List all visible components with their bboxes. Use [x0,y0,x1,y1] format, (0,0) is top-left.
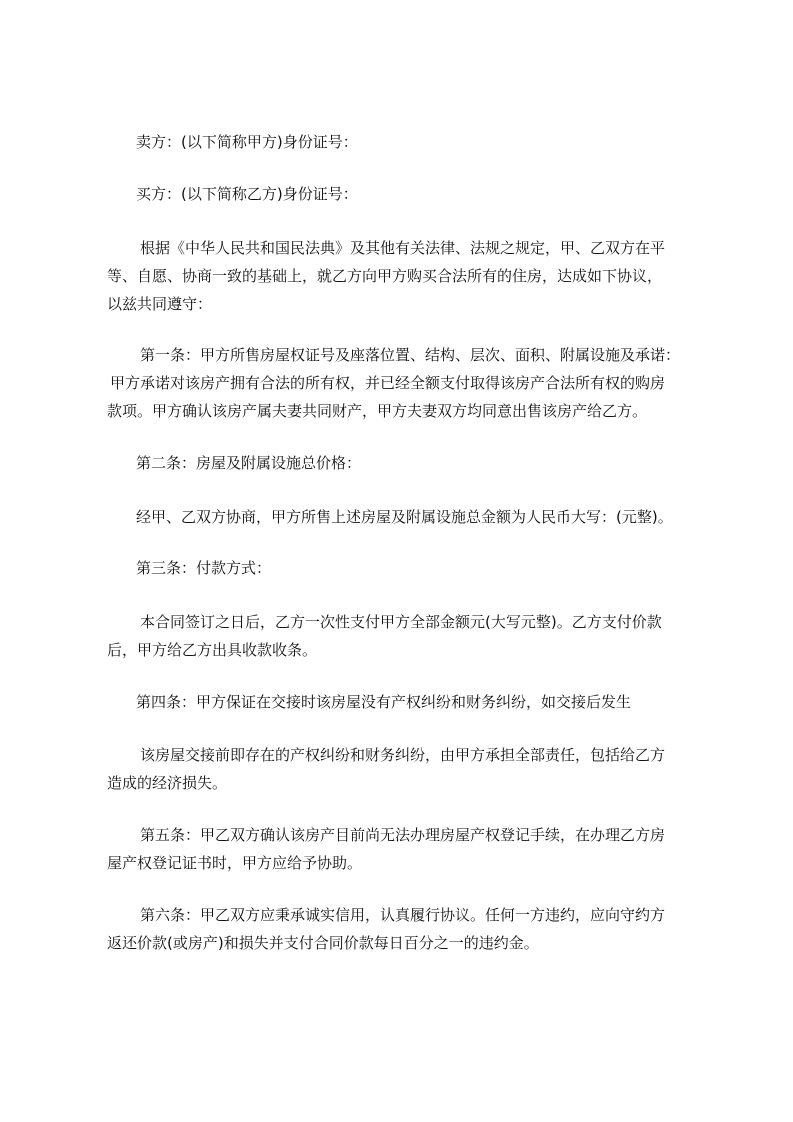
article-2-body: 经甲、乙双方协商，甲方所售上述房屋及附属设施总金额为人民币大写：(元整)。 [136,508,673,526]
article-3-title: 第三条：付款方式： [136,559,272,577]
seller-line: 卖方：(以下简称甲方)身份证号： [136,133,358,151]
intro-paragraph: 根据《中华人民共和国民法典》及其他有关法律、法规之规定，甲、乙双方在平 等、自愿、协商一致的基础上，就乙方向甲方购买合法所有的住房，达成如下协议， 以兹共同遵守： [107,239,666,313]
article-4-body: 该房屋交接前即存在的产权纠纷和财务纠纷，由甲方承担全部责任，包括给乙方 造成的经济损失。 [107,746,666,792]
buyer-line: 买方：(以下简称乙方)身份证号： [136,185,358,203]
article-3-body: 本合同签订之日后，乙方一次性支付甲方全部金额元(大写元整)。乙方支付价款 后，甲方给乙方出具收款收条。 [107,613,662,659]
article-4-title: 第四条：甲方保证在交接时该房屋没有产权纠纷和财务纠纷，如交接后发生 [136,693,632,711]
article-1: 第一条：甲方所售房屋权证号及座落位置、结构、层次、面积、附属设施及承诺： 甲方承诺对该房产拥有合法的所有权，并已经全额支付取得该房产合法所有权的购房 款项。甲方确认该房产属夫妻共同财产，甲方夫妻双方均同意出售该房产给乙方。 [107,346,681,420]
article-2-title: 第二条：房屋及附属设施总价格： [136,454,362,472]
article-6: 第六条：甲乙双方应秉承诚实信用，认真履行协议。任何一方违约，应向守约方 返还价款(或房产)和损失并支付合同价款每日百分之一的违约金。 [107,906,666,952]
article-5: 第五条：甲乙双方确认该房产目前尚无法办理房屋产权登记手续，在办理乙方房 屋产权登记证书时，甲方应给予协助。 [107,826,666,872]
